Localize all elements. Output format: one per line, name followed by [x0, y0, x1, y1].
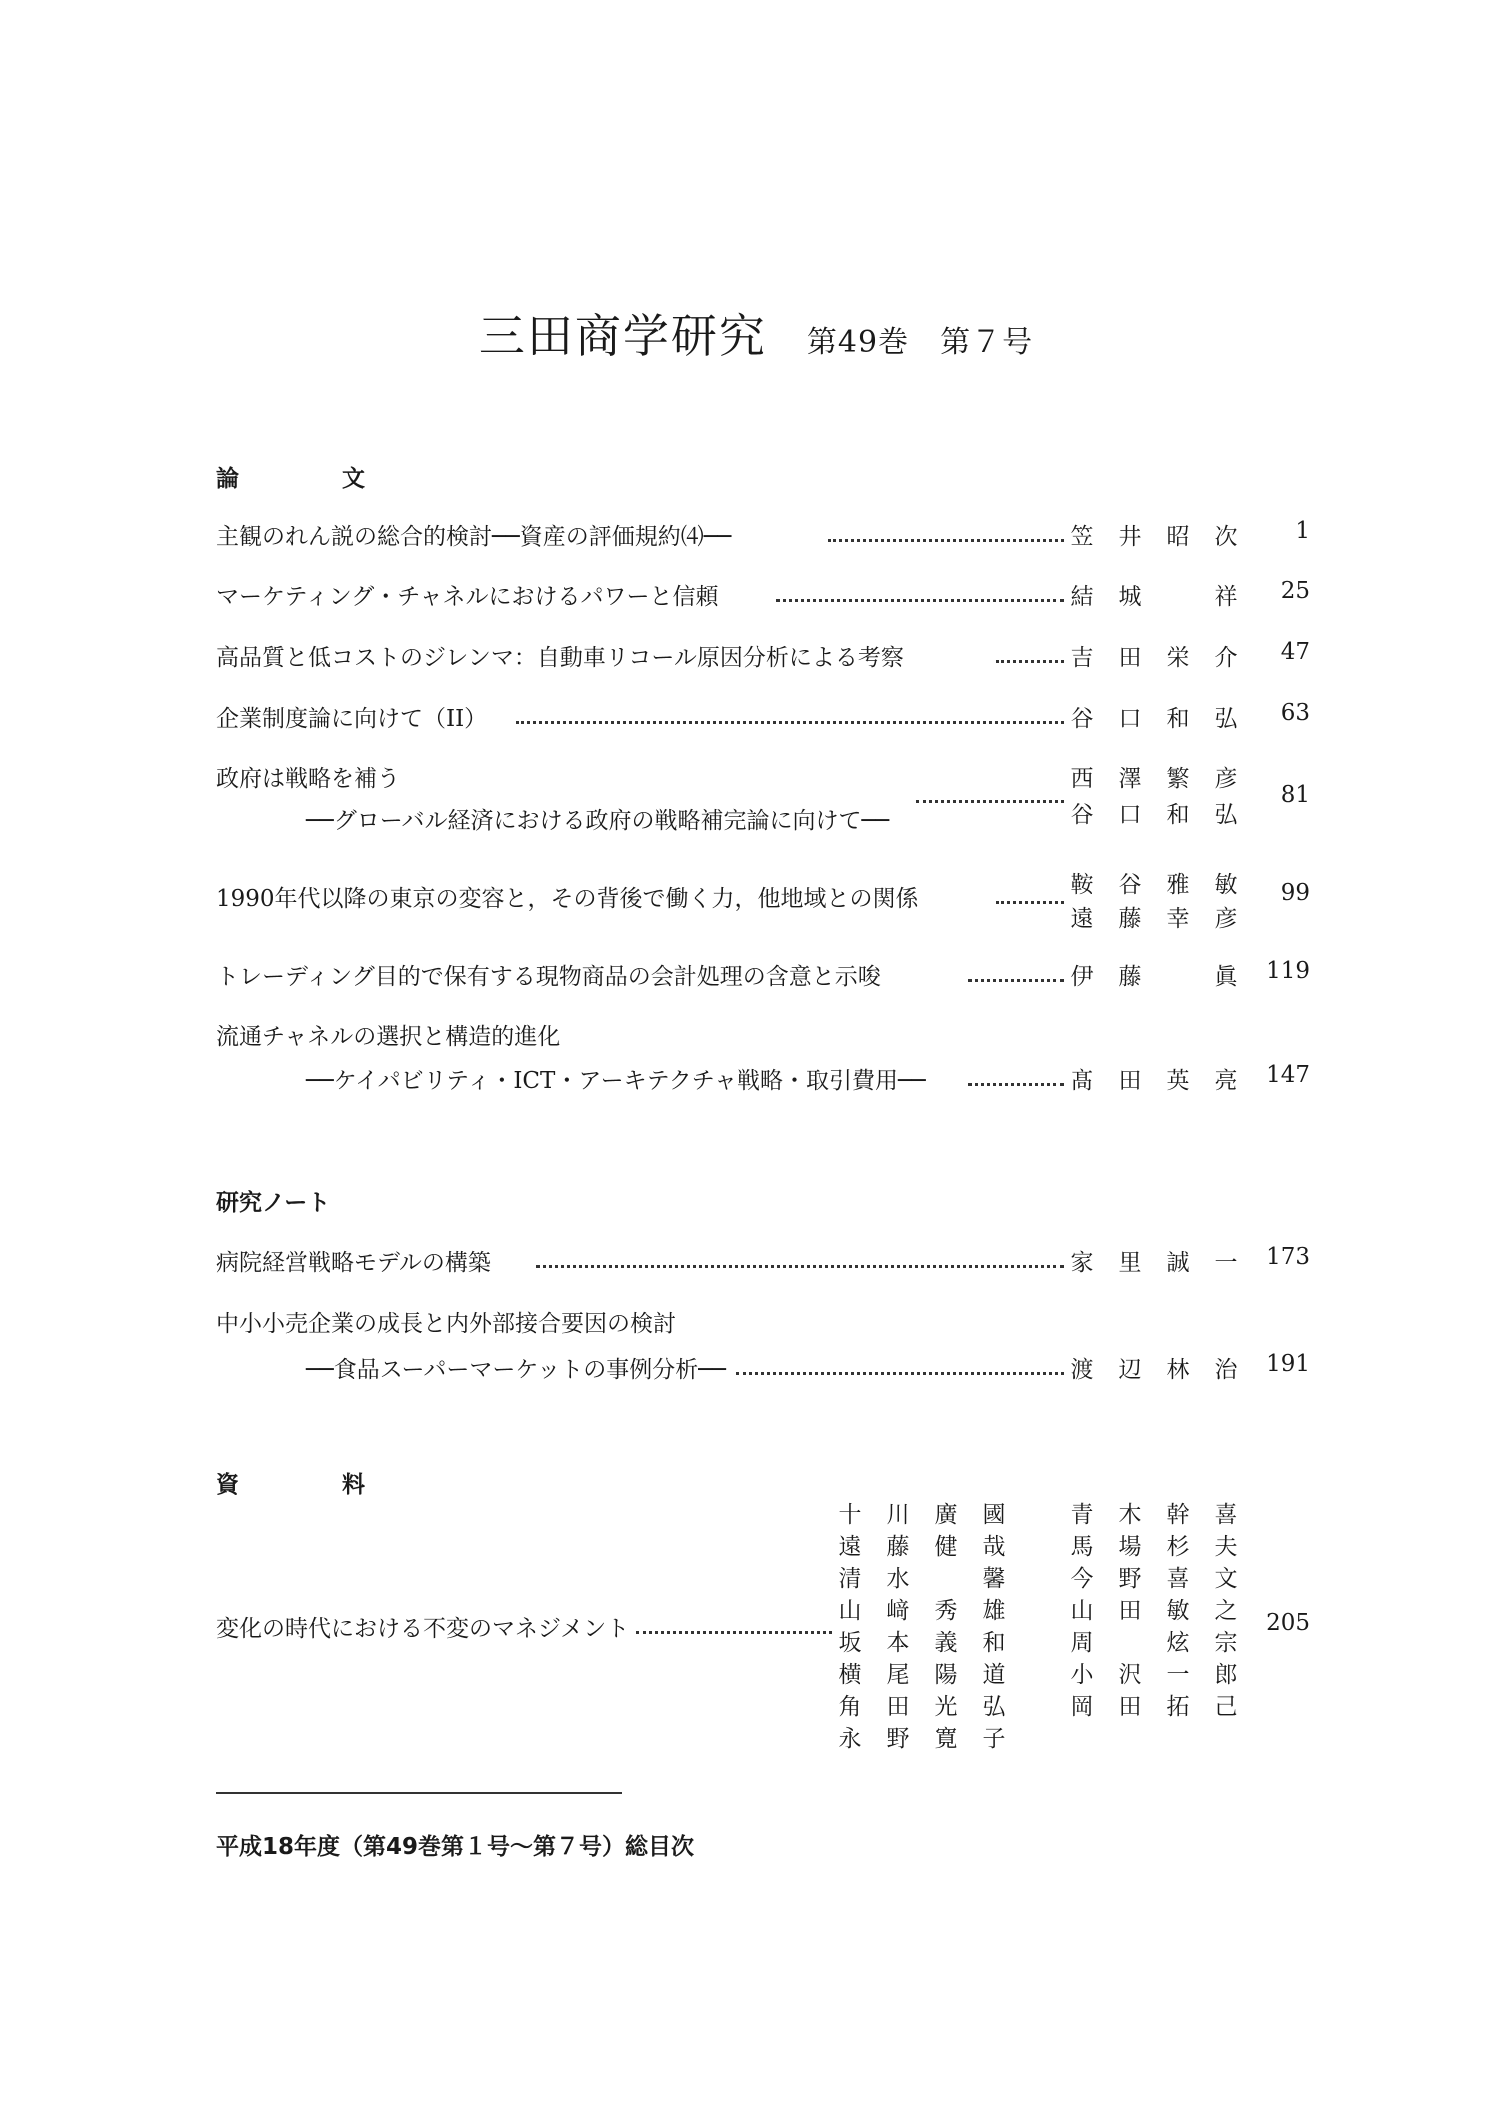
entry-page-number: 119: [1266, 958, 1310, 984]
entry-title: 主観のれん説の総合的検討──資産の評価規約⑷──: [216, 524, 732, 550]
entry-title: 流通チャネルの選択と構造的進化: [216, 1024, 561, 1050]
entry-title: 政府は戦略を補う: [216, 766, 400, 792]
section-heading-papers: 論 文: [216, 466, 405, 492]
entry-title: トレーディング目的で保有する現物商品の会計処理の含意と示唆: [216, 964, 881, 990]
leader-dots: [968, 1083, 1064, 1086]
leader-dots: [636, 1631, 832, 1634]
leader-dots: [996, 660, 1064, 663]
leader-dots: [536, 1265, 1064, 1268]
volume-number: 第49巻 第７号: [806, 325, 1034, 360]
leader-dots: [968, 979, 1064, 982]
leader-dots: [776, 599, 1064, 602]
entry-page-number: 191: [1266, 1351, 1310, 1377]
entry-page-number: 25: [1280, 578, 1310, 604]
entry-page-number: 63: [1280, 700, 1310, 726]
footer-index-title: 平成18年度（第49巻第１号～第７号）総目次: [216, 1834, 695, 1860]
entry-title: 病院経営戦略モデルの構築: [216, 1250, 491, 1276]
leader-dots: [516, 721, 1064, 724]
entry-title: 高品質と低コストのジレンマ：自動車リコール原因分析による考察: [216, 645, 904, 671]
entry-title: 変化の時代における不変のマネジメント: [216, 1616, 630, 1642]
entry-page-number: 99: [1280, 880, 1310, 906]
leader-dots: [916, 800, 1064, 803]
entry-subtitle: ──グローバル経済における政府の戦略補完論に向けて──: [306, 808, 890, 834]
entry-title: 企業制度論に向けて（II）: [216, 706, 488, 732]
footer-rule: [216, 1792, 622, 1794]
toc-page: 三田商学研究 第49巻 第７号 論 文 主観のれん説の総合的検討──資産の評価規約⑷── 笠 井 昭 次 1 マーケティング・チャネルにおけるパワーと信頼 結 城 祥 25 高品質と低コストのジレンマ：自動車リコール原因分析による考察 吉 田 栄 介 47 企業制度論に向けて（II） 谷 口 和 弘 63 政府は戦略を補う ──グローバル経済における政府の戦略補完論に向けて── 西 澤 繁 彦 谷 口 和 弘 81 1990年代以降の東京の変容と，その背後で働く力，他地域との関係 鞍 谷 雅 敏 遠 藤 幸 彦 99 トレーディング目的で保有する現物商品の会計処理の含意と示唆 伊 藤 眞 119 流通チャネルの選択と構造的進化 ──ケイパビリティ・ICT・アーキテクチャ戦略・取引費用── 髙 田 英 亮 147 研究ノート 病院経営戦略モデルの構築 家 里 誠 一 173 中小小売企業の成長と内外部接合要因の検討 ──食品スーパーマーケットの事例分析── 渡 辺 林 治 191 資 料 変化の時代における不変のマネジメント 205 十 川 廣 國 遠 藤 健 哉 清 水 馨 山 﨑 秀 雄 坂 本 義 和 横 尾 陽 道 角 田 光 弘 永 野 寛 子 青 木 幹 喜 馬 場 杉 夫 今 野 喜 文 山 田 敏 之 周 炫 宗 小 沢 一 郎 岡 田 拓 己 平成18年度（第49巻第１号～第７号）総目次: [0, 0, 1512, 2103]
entry-subtitle: ──食品スーパーマーケットの事例分析──: [306, 1357, 726, 1383]
leader-dots: [828, 539, 1064, 542]
leader-dots: [996, 901, 1064, 904]
page-title: [0, 300, 1512, 366]
journal-title: 三田商学研究: [478, 309, 767, 363]
entry-page-number: 81: [1280, 782, 1310, 808]
entry-title: マーケティング・チャネルにおけるパワーと信頼: [216, 584, 719, 610]
entry-page-number: 47: [1280, 639, 1310, 665]
leader-dots: [736, 1372, 1064, 1375]
entry-page-number: 173: [1266, 1244, 1310, 1270]
entry-page-number: 1: [1295, 518, 1310, 544]
entry-subtitle: ──ケイパビリティ・ICT・アーキテクチャ戦略・取引費用──: [306, 1068, 926, 1094]
section-heading-research-notes: 研究ノート: [216, 1190, 331, 1216]
entry-page-number: 205: [1266, 1610, 1310, 1636]
entry-title: 1990年代以降の東京の変容と，その背後で働く力，他地域との関係: [216, 886, 919, 912]
entry-page-number: 147: [1266, 1062, 1310, 1088]
section-heading-materials: 資 料: [216, 1472, 405, 1498]
entry-title: 中小小売企業の成長と内外部接合要因の検討: [216, 1311, 676, 1337]
